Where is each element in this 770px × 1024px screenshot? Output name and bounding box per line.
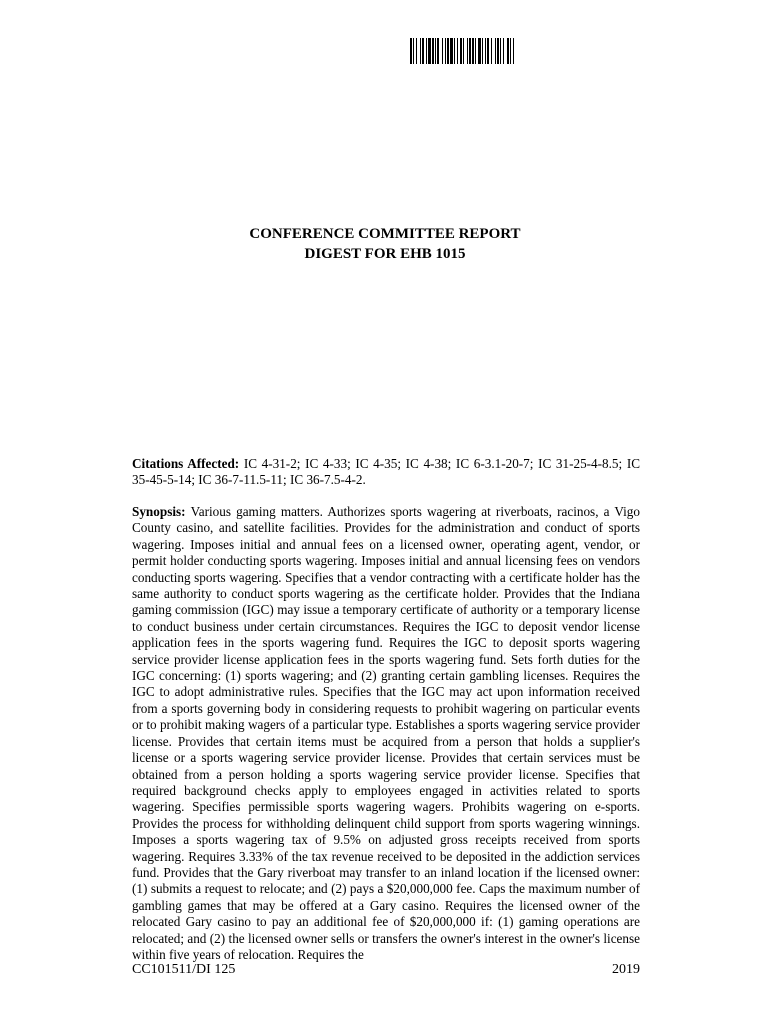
title-line-1: CONFERENCE COMMITTEE REPORT (249, 226, 521, 242)
barcode (410, 38, 590, 64)
barcode-bar (514, 38, 515, 64)
synopsis-label: Synopsis: (132, 504, 191, 519)
document-year: 2019 (612, 962, 640, 977)
synopsis-text: Various gaming matters. Authorizes sports wagering at riverboats, racinos, a Vigo County casino, and satellite facilities. Provides for the administration and conduct of sports wagering. Imposes initial and annual fees on a licensed owner, operating agent, vendor, or permit holder conducting sports wagering. Imposes initial and annual licensing fees on vendors conducting sports wagering. Specifies that a vendor contracting with a certificate holder has the same authority to conduct sports wagering as the certificate holder. Provides that the Indiana gaming commission (IGC) may issue a temporary certificate of authority or a temporary license to conduct business under certain circumstances. Requires the IGC to deposit vendor license application fees in the sports wagering fund. Requires the IGC to deposit sports wagering service provider license application fees in the sports wagering fund. Sets forth duties for the IGC concerning: (1) sports wagering; and (2) granting certain gambling licenses. Requires the IGC to adopt administrative rules. Specifies that the IGC may act upon information received from a sports governing body in considering requests to prohibit wagering on particular events or to prohibit making wagers of a particular type. Establishes a sports wagering service provider license. Provides that certain items must be acquired from a person that holds a supplier's license or a sports wagering service provider license. Provides that certain services must be obtained from a person holding a sports wagering service provider license. Specifies that required background checks apply to employees engaged in activities related to sports wagering. Specifies permissible sports wagering wagers. Prohibits wagering on e-sports. Provides the process for withholding delinquent child support from sports wagering winnings. Imposes a sports wagering tax of 9.5% on adjusted gross receipts received from sports wagering. Requires 3.33% of the tax revenue received to be deposited in the addiction services fund. Provides that the Gary riverboat may transfer to an inland location if the licensed owner: (1) submits a request to relocate; and (2) pays a $20,000,000 fee. Caps the maximum number of gambling games that may be offered at a Gary casino. Requires the licensed owner of the relocated Gary casino to pay an additional fee of $20,000,000 if: (1) gaming operations are relocated; and (2) the licensed owner sells or transfers the owner's interest in the owner's license within five years of relocation. Requires the (132, 504, 640, 962)
citations-paragraph (132, 456, 640, 489)
title-line-2: DIGEST FOR EHB 1015 (304, 246, 466, 262)
report-title (0, 224, 770, 264)
citations-label: Citations Affected: (132, 456, 244, 471)
citations-text: IC 4-31-2; IC 4-33; IC 4-35; IC 4-38; IC 6-3.1-20-7; IC 31-25-4-8.5; IC 35-45-5-14; IC 36-7-11.5-11; IC 36-7.5-4-2. (132, 456, 641, 488)
synopsis-paragraph (132, 504, 640, 963)
document-code: CC101511/DI 125 (132, 962, 236, 977)
